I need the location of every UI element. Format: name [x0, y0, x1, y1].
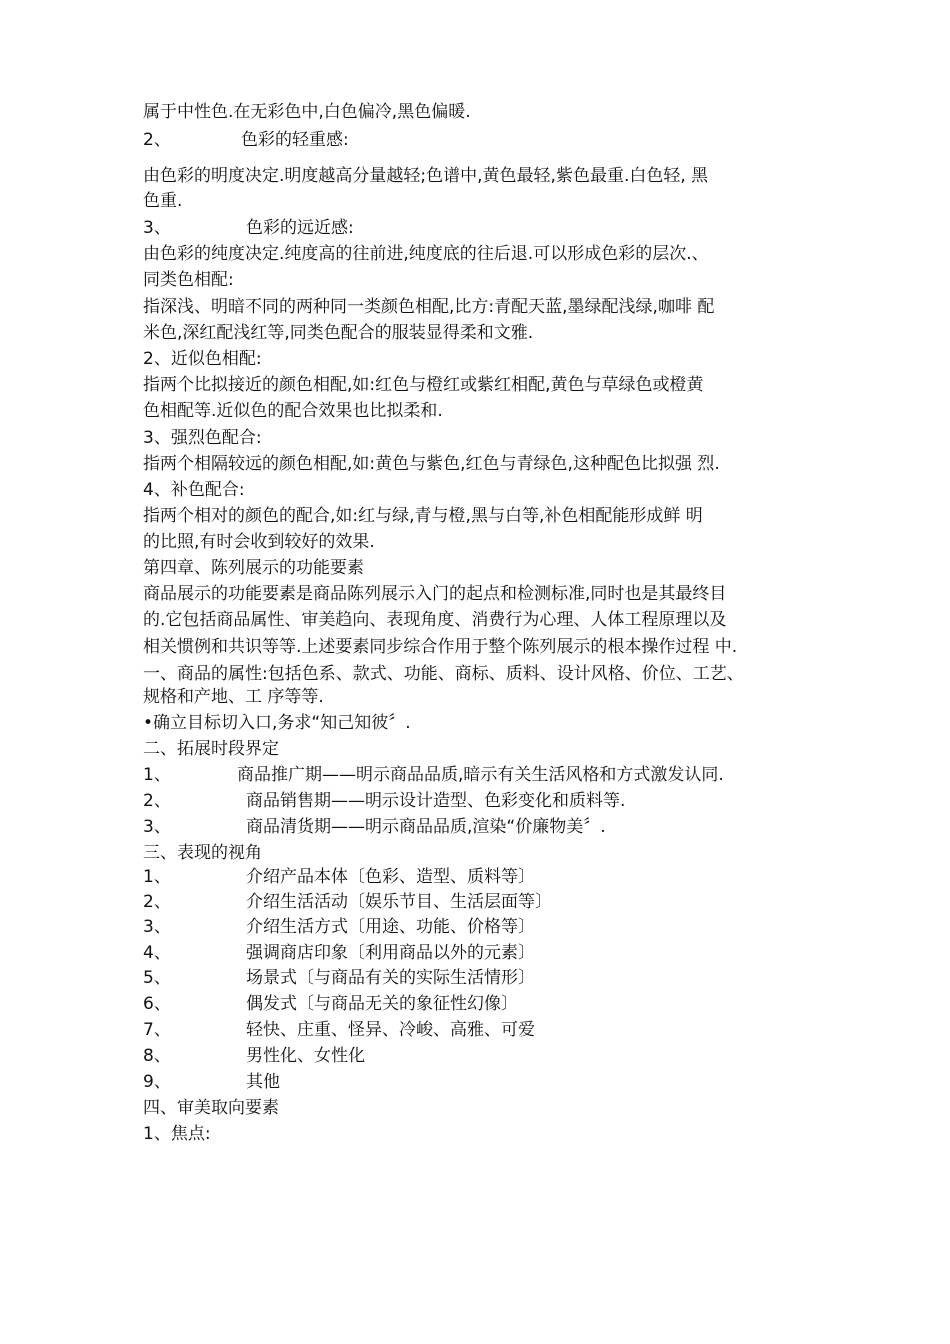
item-number: 5、	[143, 968, 171, 988]
item-text: 其他	[246, 1072, 280, 1092]
period-item	[143, 816, 606, 838]
item-number: 7、	[143, 1020, 171, 1040]
item-text: 商品清货期——明示商品品质,渲染“价廉物美〞.	[246, 817, 606, 837]
item-number: 3、	[143, 218, 171, 238]
view-item	[143, 1019, 535, 1041]
text-line: 指两个比拟接近的颜色相配,如:红色与橙红或紫红相配,黄色与草绿色或橙黄	[143, 375, 704, 395]
text-line: 的比照,有时会收到较好的效果.	[143, 532, 375, 552]
text-line: 指两个相隔较远的颜色相配,如:黄色与紫色,红色与青绿色,这种配色比拟强 烈.	[143, 454, 720, 474]
text-line: 指深浅、明暗不同的两种同一类颜色相配,比方:青配天蓝,墨绿配浅绿,咖啡 配	[143, 297, 715, 317]
item-number: 4、	[143, 943, 171, 963]
item-number: 2、	[143, 892, 171, 912]
heading-text: 色彩的轻重感:	[241, 130, 349, 150]
item-text: 介绍生活方式〔用途、功能、价格等〕	[246, 917, 535, 937]
text-line: 相关惯例和共识等等.上述要素同步综合作用于整个陈列展示的根本操作过程 中.	[143, 637, 738, 657]
text-line: 属于中性色.在无彩色中,白色偏冷,黑色偏暖.	[143, 102, 471, 122]
item-number: 9、	[143, 1072, 171, 1092]
item-number: 6、	[143, 994, 171, 1014]
text-line: 1、焦点:	[143, 1124, 211, 1144]
numbered-heading	[143, 129, 349, 151]
view-item	[143, 916, 535, 938]
bullet-line: •确立目标切入口,务求“知己知彼〞.	[143, 713, 411, 733]
item-text: 商品销售期——明示设计造型、色彩变化和质料等.	[246, 791, 626, 811]
view-item	[143, 967, 535, 989]
view-item	[143, 1071, 280, 1093]
text-line: 米色,深红配浅红等,同类色配合的服装显得柔和文雅.	[143, 323, 534, 343]
view-item	[143, 1045, 365, 1067]
item-number: 3、	[143, 917, 171, 937]
text-line: 商品展示的功能要素是商品陈列展示入门的起点和检测标准,同时也是其最终目	[143, 584, 727, 604]
text-line: 4、补色配合:	[143, 480, 245, 500]
item-text: 男性化、女性化	[246, 1046, 365, 1066]
text-line: 2、近似色相配:	[143, 349, 262, 369]
text-line: 规格和产地、工 序等等.	[143, 687, 324, 707]
period-item	[143, 764, 724, 786]
view-item	[143, 942, 535, 964]
item-text: 介绍产品本体〔色彩、造型、质料等〕	[246, 867, 535, 887]
item-text: 介绍生活活动〔娱乐节目、生活层面等〕	[246, 892, 552, 912]
item-number: 2、	[143, 130, 171, 150]
text-line: 由色彩的纯度决定.纯度高的往前进,纯度底的往后退.可以形成色彩的层次.、	[143, 244, 709, 264]
item-text: 强调商店印象〔利用商品以外的元素〕	[246, 943, 535, 963]
section-heading: 三、表现的视角	[143, 843, 262, 863]
text-line: 色相配等.近似色的配合效果也比拟柔和.	[143, 401, 443, 421]
item-number: 3、	[143, 817, 171, 837]
view-item	[143, 866, 535, 888]
view-item	[143, 993, 518, 1015]
numbered-heading	[143, 217, 354, 239]
item-number: 2、	[143, 791, 171, 811]
text-line: 指两个相对的颜色的配合,如:红与绿,青与橙,黑与白等,补色相配能形成鲜 明	[143, 506, 703, 526]
text-line: 一、商品的属性:包括色系、款式、功能、商标、质料、设计风格、价位、工艺、	[143, 664, 744, 684]
text-line: 色重.	[143, 191, 183, 211]
item-number: 1、	[143, 765, 171, 785]
view-item	[143, 891, 552, 913]
item-text: 偶发式〔与商品无关的象征性幻像〕	[246, 994, 518, 1014]
text-line: 3、强烈色配合:	[143, 428, 262, 448]
item-text: 轻快、庄重、怪异、冷峻、高雅、可爱	[246, 1020, 535, 1040]
chapter-heading: 第四章、陈列展示的功能要素	[143, 558, 364, 578]
item-number: 8、	[143, 1046, 171, 1066]
item-number: 1、	[143, 867, 171, 887]
text-line: 的.它包括商品属性、审美趋向、表现角度、消费行为心理、人体工程原理以及	[143, 610, 727, 630]
section-heading: 四、审美取向要素	[143, 1098, 279, 1118]
item-text: 场景式〔与商品有关的实际生活情形〕	[246, 968, 535, 988]
heading-text: 色彩的远近感:	[246, 218, 354, 238]
text-line: 同类色相配:	[143, 270, 234, 290]
item-text: 商品推广期——明示商品品质,暗示有关生活风格和方式激发认同.	[237, 765, 724, 785]
text-line: 由色彩的明度决定.明度越高分量越轻;色谱中,黄色最轻,紫色最重.白色轻, 黑	[143, 166, 709, 186]
section-heading: 二、拓展时段界定	[143, 739, 279, 759]
period-item	[143, 790, 625, 812]
